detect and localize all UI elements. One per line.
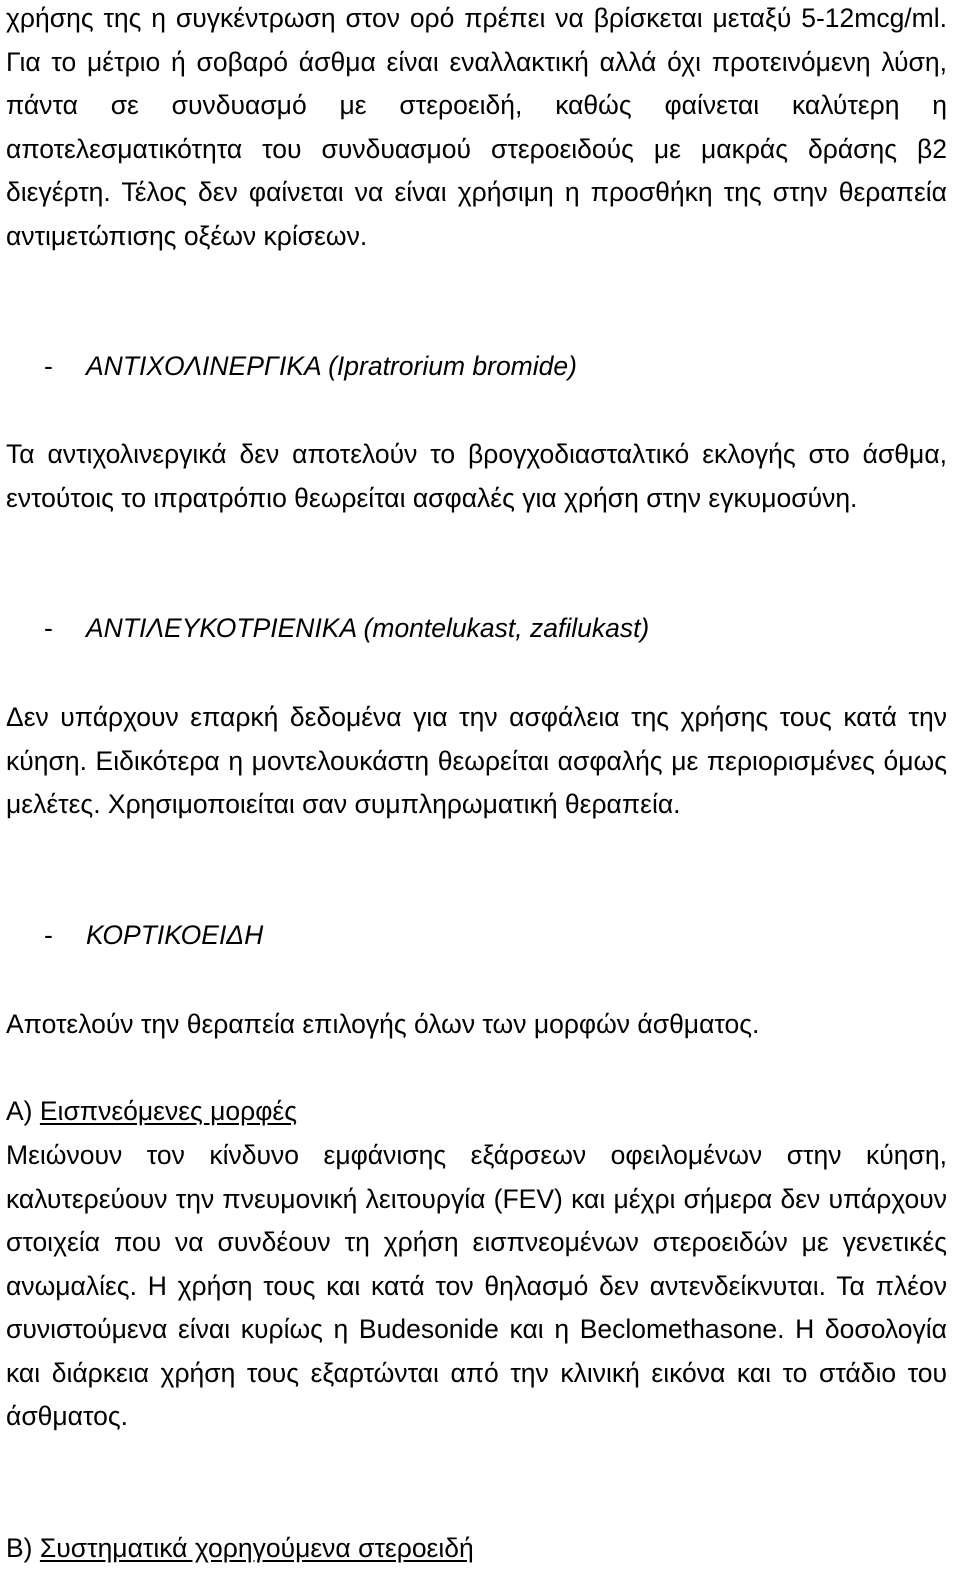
heading-dash: -: [44, 613, 53, 643]
heading-anticholinergics-text: ΑΝΤΙΧΟΛΙΝΕΡΓΙΚΑ (Ipratrorium bromide): [86, 351, 577, 381]
subsection-inhaled-title: Εισπνεόμενες μορφές: [39, 1096, 298, 1126]
paragraph-anticholinergics: Τα αντιχολινεργικά δεν αποτελούν το βρογχοδιασταλτικό εκλογής στο άσθμα, εντούτοις το ιπρατρόπιο θεωρείται ασφαλές για χρήση στην εγκυμοσύνη.: [6, 439, 947, 513]
heading-antileukotrienes-text: ΑΝΤΙΛΕΥΚΟΤΡΙΕΝΙΚΑ (montelukast, zafilukast): [86, 613, 650, 643]
paragraph-corticosteroids-intro: Αποτελούν την θεραπεία επιλογής όλων των μορφών άσθματος.: [6, 1009, 760, 1039]
heading-dash: -: [44, 920, 53, 950]
paragraph-inhaled-corticosteroids: Μειώνουν τον κίνδυνο εμφάνισης εξάρσεων οφειλομένων στην κύηση, καλυτερεύουν την πνευμονική λειτουργία (FEV) και μέχρι σήμερα δεν υπάρχουν στοιχεία που να συνδέουν τη χρήση εισπνεομένων στεροειδών με γενετικές ανωμαλίες. Η χρήση τους και κατά τον θηλασμό δεν αντενδείκνυται. Τα πλέον συνιστούμενα είναι κυρίως η Budesonide και η Beclomethasone. Η δοσολογία και διάρκεια χρήση τους εξαρτώνται από την κλινική εικόνα και το στάδιο του άσθματος.: [6, 1140, 947, 1431]
heading-anticholinergics: [6, 345, 944, 389]
heading-corticosteroids: [6, 914, 944, 958]
subsection-systemic-prefix: Β): [6, 1533, 33, 1563]
subsection-systemic-title: Συστηματικά χορηγούμενα στεροειδή: [39, 1533, 474, 1563]
paragraph-antileukotrienes: Δεν υπάρχουν επαρκή δεδομένα για την ασφάλεια της χρήσης τους κατά την κύηση. Ειδικότερα η μοντελουκάστη θεωρείται ασφαλής με περιορισμένες όμως μελέτες. Χρησιμοποιείται σαν συμπληρωματική θεραπεία.: [6, 702, 947, 819]
subsection-inhaled: [6, 1090, 906, 1134]
paragraph-theophylline-continued: χρήσης της η συγκέντρωση στον ορό πρέπει να βρίσκεται μεταξύ 5-12mcg/ml. Για το μέτριο ή σοβαρό άσθμα είναι εναλλακτική αλλά όχι προτεινόμενη λύση, πάντα σε συνδυασμό με στεροειδή, καθώς φαίνεται καλύτερη η αποτελεσματικότητα του συνδυασμού στεροειδούς με μακράς δράσης β2 διεγέρτη. Τέλος δεν φαίνεται να είναι χρήσιμη η προσθήκη της στην θεραπεία αντιμετώπισης οξέων κρίσεων.: [6, 3, 947, 251]
subsection-systemic: [6, 1527, 906, 1571]
heading-antileukotrienes: [6, 607, 944, 651]
heading-dash: -: [44, 351, 53, 381]
heading-corticosteroids-text: ΚΟΡΤΙΚΟΕΙΔΗ: [86, 920, 264, 950]
subsection-inhaled-prefix: Α): [6, 1096, 33, 1126]
